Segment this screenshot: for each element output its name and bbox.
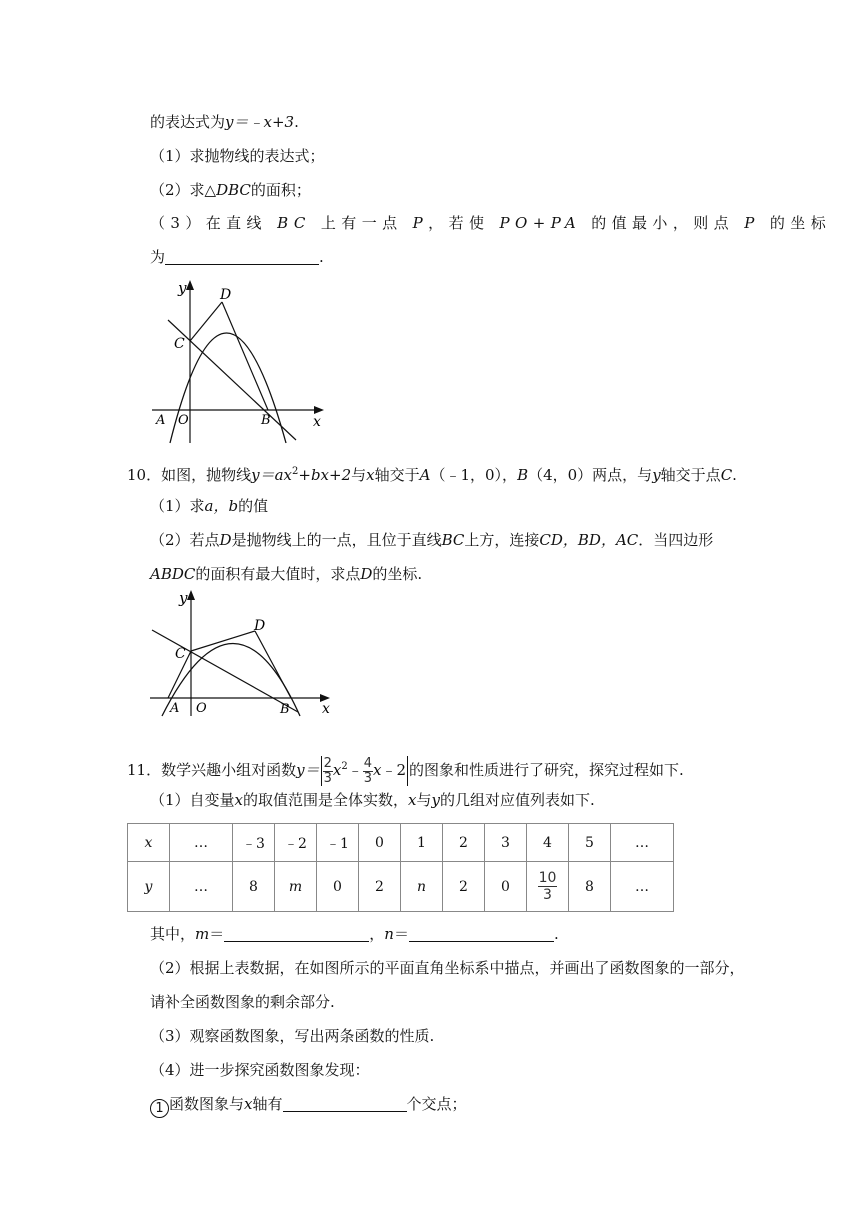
table-cell: … [611,862,674,912]
label-o: O [196,701,207,716]
table-cell: 8 [569,862,611,912]
q10-part2-cont: ABDC的面积有最大值时，求点D的坐标. [150,565,423,583]
circled-number: 1 [150,1099,169,1118]
label-o: O [178,413,189,428]
label-c: C [174,336,185,352]
answer-blank[interactable] [165,248,319,265]
q9-part1: （1）求抛物线的表达式； [150,147,325,165]
table-cell: … [170,824,233,862]
q11-where: 其中，m＝ ，n＝ . [150,925,559,943]
label-y: y [178,280,187,297]
label-b: B [261,413,271,428]
q9-intro: 的表达式为y＝﹣x+3. [150,113,299,131]
value-table [127,823,674,912]
q10-part1: （1）求a，b的值 [150,497,269,515]
table-row [128,824,674,862]
answer-blank-m[interactable] [224,925,369,942]
table-cell: ﹣1 [317,824,359,862]
table-cell: 0 [485,862,527,912]
table-cell: ﹣2 [275,824,317,862]
x-axis-arrow [314,406,324,414]
q11-part2-line2: 请补全函数图象的剩余部分. [150,993,335,1011]
table-cell: 0 [359,824,401,862]
table-cell: ﹣3 [233,824,275,862]
y-axis-arrow [186,280,194,290]
q9-part3-answer: 为 . [150,248,324,266]
q9-part3: （3）在直线 BC 上有一点 P，若使 PO+PA 的值最小，则点 P 的坐标 [150,214,832,232]
q11-part3: （3）观察函数图象，写出两条函数的性质. [150,1027,435,1045]
table-row [128,862,674,912]
label-x: x [313,414,321,430]
table-cell: x [128,824,170,862]
table-cell: … [170,862,233,912]
table-cell: 4 [527,824,569,862]
segment-db [222,302,268,410]
label-d: D [254,618,266,634]
fraction-ten-thirds: $\frac{10}{3}$ [538,870,557,903]
table-cell [527,862,569,912]
table-cell: n [401,862,443,912]
q10-stem: 10．如图，抛物线$y=ax^2+bx+2$与x轴交于A（﹣1，0），B（4，0）两点，与y轴交于点C. [127,466,737,484]
q11-part4-item1: 1 函数图象与x轴有 个交点； [150,1094,467,1118]
label-x: x [322,701,330,717]
table-cell: 0 [317,862,359,912]
label-a: A [156,413,166,428]
q10-part2: （2）若点D是抛物线上的一点，且位于直线BC上方，连接CD，BD，AC．当四边形 [150,531,714,549]
label-d: D [220,287,232,303]
table-cell: 5 [569,824,611,862]
table-cell: … [611,824,674,862]
table-cell: 2 [443,862,485,912]
y-axis-arrow [187,590,195,600]
label-y: y [179,589,188,607]
table-cell: m [275,862,317,912]
table-cell: 1 [401,824,443,862]
label-c: C [175,646,186,662]
table-cell: 8 [233,862,275,912]
q11-part1: （1）自变量x的取值范围是全体实数，x与y的几组对应值列表如下. [150,791,595,809]
table-cell: 2 [359,862,401,912]
q11-part2-line1: （2）根据上表数据，在如图所示的平面直角坐标系中描点，并画出了函数图象的一部分， [150,959,745,977]
label-b: B [280,702,290,717]
table-cell: y [128,862,170,912]
segment-db [255,631,291,698]
table-cell: 3 [485,824,527,862]
q9-part2: （2）求△DBC的面积； [150,181,311,199]
label-a: A [170,701,180,716]
q11-part4: （4）进一步探究函数图象发现： [150,1061,370,1079]
table-cell: 2 [443,824,485,862]
q10-figure [148,588,338,718]
q9-figure [150,280,335,445]
answer-blank-intersections[interactable] [283,1095,407,1112]
segment-cd [191,631,255,651]
q11-stem: 11．数学兴趣小组对函数y＝ $\frac{2}{3}$ $x^2﹣$ $\frac{4}{3}$ x﹣2 的图象和性质进行了研究，探究过程如下. [127,755,684,786]
answer-blank-n[interactable] [409,925,554,942]
